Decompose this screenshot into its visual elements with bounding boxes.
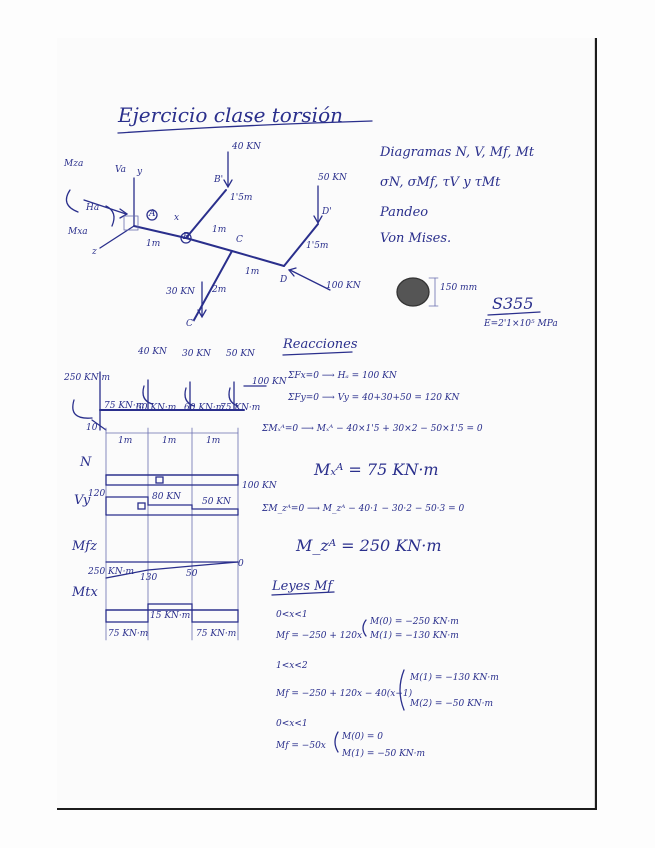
label-len-1m-a: 1m <box>146 239 161 249</box>
z-axis-line <box>100 226 134 248</box>
law-val-3a: M(0) = 0 <box>342 732 383 742</box>
load-100-arrow <box>290 270 330 290</box>
law-val-2b: M(2) = −50 KN·m <box>410 699 494 709</box>
reaction-eq-3: ΣMₓᴬ=0 ⟶ Mₓᴬ − 40×1'5 + 30×2 − 50×1'5 = 0 <box>262 424 483 434</box>
label-len-2m: 2m <box>212 285 227 295</box>
section-circle <box>397 278 429 306</box>
law-range-2: 1<x<2 <box>276 661 308 671</box>
objective-3: Pandeo <box>380 205 429 220</box>
beam-t60b: 60 KN·m <box>184 403 225 413</box>
label-node-c-prime: C' <box>186 319 196 329</box>
label-va: Va <box>115 165 127 175</box>
law-val-1a: M(0) = −250 KN·m <box>370 617 459 627</box>
label-load-40: 40 KN <box>232 142 261 152</box>
diagram-v-50: 50 KN <box>202 497 231 507</box>
diagram-mf-0: 0 <box>238 559 244 569</box>
objective-1: Diagramas N, V, Mf, Mt <box>380 145 535 160</box>
section-material: S355 <box>492 294 534 313</box>
label-mza: Mza <box>64 159 84 169</box>
label-node-a: A <box>149 209 156 219</box>
objective-4: Von Mises. <box>380 231 452 246</box>
beam-t75: 75 KN·m <box>220 403 261 413</box>
law-val-3b: M(1) = −50 KN·m <box>342 749 426 759</box>
label-len-15-b: 1'5m <box>230 193 253 203</box>
beam-f50: 50 KN <box>226 349 255 359</box>
laws-heading: Leyes Mf <box>272 579 333 594</box>
law-eq-3: Mf = −50x <box>276 741 326 751</box>
diagram-mt-75a: 75 KN·m <box>108 629 149 639</box>
law-eq-2: Mf = −250 + 120x − 40(x−1) <box>276 689 413 699</box>
label-len-1m-b: 1m <box>212 225 227 235</box>
beam-m250: 250 KN·m <box>64 373 111 383</box>
member-bc <box>186 238 232 251</box>
diagram-n-label: N <box>80 455 92 470</box>
label-node-d-prime: D' <box>322 207 332 217</box>
reaction-result-4: M_zᴬ = 250 KN·m <box>296 536 442 555</box>
label-len-15-d: 1'5m <box>306 241 329 251</box>
reaction-eq-4: ΣM_zᴬ=0 ⟶ M_zᴬ − 40·1 − 30·2 − 50·3 = 0 <box>262 504 465 514</box>
diagram-mf-50: 50 <box>186 569 198 579</box>
diagram-mf-130: 130 <box>140 573 158 583</box>
brace-3 <box>335 732 338 752</box>
reaction-eq-2: ΣFy=0 ⟶ Vy = 40+30+50 = 120 KN <box>288 393 460 403</box>
beam-f30: 30 KN <box>182 349 211 359</box>
n-rect <box>106 475 238 485</box>
brace-1 <box>363 620 366 636</box>
label-load-30: 30 KN <box>166 287 195 297</box>
diagram-v-80: 80 KN <box>152 492 181 502</box>
label-mxa: Mxa <box>68 227 88 237</box>
label-len-1m-c: 1m <box>245 267 260 277</box>
diagram-n-value: 100 KN <box>242 481 277 491</box>
diagram-v-label: Vy <box>74 493 91 508</box>
label-node-b: B <box>183 232 190 242</box>
mt-rect-3 <box>192 610 238 622</box>
mt-rect-1 <box>106 610 148 622</box>
label-node-d: D <box>280 275 288 285</box>
n-sign <box>156 477 163 483</box>
label-load-50: 50 KN <box>318 173 347 183</box>
mt-rect-2 <box>148 604 192 610</box>
diagram-v-120: 120 <box>88 489 106 499</box>
label-x-axis: x <box>174 213 180 223</box>
label-z-axis: z <box>92 247 97 257</box>
diagram-mf-label: Mfz <box>72 539 97 554</box>
reactions-underline <box>283 352 352 355</box>
section-modulus: E=2'1×10⁵ MPa <box>484 319 558 329</box>
label-node-b-prime: B' <box>214 175 224 185</box>
mza-curl <box>66 190 78 212</box>
section-diameter: 150 mm <box>440 283 478 293</box>
member-cd <box>232 251 284 266</box>
reaction-eq-1: ΣFx=0 ⟶ Hₐ = 100 KN <box>288 371 397 381</box>
v-sign <box>138 503 145 509</box>
objective-2: σN, σMf, τV y τMt <box>380 175 501 190</box>
law-eq-1: Mf = −250 + 120x <box>276 631 363 641</box>
reactions-heading: Reacciones <box>283 337 358 352</box>
label-node-c: C <box>236 235 243 245</box>
beam-seg-2: 1m <box>162 436 177 446</box>
law-range-1: 0<x<1 <box>276 610 308 620</box>
law-range-3: 0<x<1 <box>276 719 308 729</box>
beam-seg-1: 1m <box>118 436 133 446</box>
beam-r10: 10 <box>86 423 98 433</box>
label-load-100: 100 KN <box>326 281 361 291</box>
member-ab <box>134 226 186 238</box>
beam-f100: 100 KN <box>252 377 287 387</box>
beam-seg-3: 1m <box>206 436 221 446</box>
reaction-result-3: Mₓᴬ = 75 KN·m <box>314 460 439 479</box>
diagram-mt-label: Mtx <box>72 585 98 600</box>
label-y-axis: y <box>137 167 143 177</box>
beam-m75: 75 KN·m <box>104 401 145 411</box>
page-title: Ejercicio clase torsión <box>118 103 343 127</box>
label-ha: Ha <box>86 203 100 213</box>
law-val-2a: M(1) = −130 KN·m <box>410 673 499 683</box>
law-val-1b: M(1) = −130 KN·m <box>370 631 459 641</box>
moment-250-curl <box>73 400 92 418</box>
diagram-mf-250: 250 KN·m <box>88 567 135 577</box>
diagram-mt-15: 15 KN·m <box>150 611 191 621</box>
beam-t60a: 60 KN·m <box>136 403 177 413</box>
diagram-mt-75b: 75 KN·m <box>196 629 237 639</box>
beam-f40: 40 KN <box>138 347 167 357</box>
